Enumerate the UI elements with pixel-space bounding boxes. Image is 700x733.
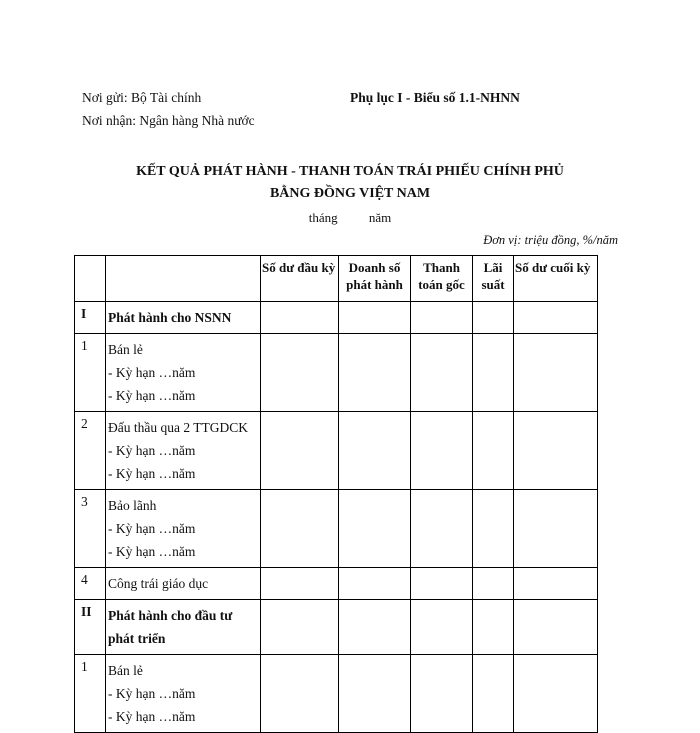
column-header-principal-payment: Thanh toán gốc bbox=[411, 256, 473, 302]
value-cell bbox=[411, 568, 473, 600]
column-header bbox=[75, 256, 106, 302]
year-label: năm bbox=[368, 210, 392, 225]
value-cell bbox=[411, 600, 473, 655]
value-cell bbox=[411, 412, 473, 490]
row-subline: - Kỳ hạn …năm bbox=[108, 388, 196, 403]
report-title-line1: KẾT QUẢ PHÁT HÀNH - THANH TOÁN TRÁI PHIẾU CHÍNH PHỦ bbox=[136, 164, 564, 179]
row-number: 3 bbox=[75, 490, 106, 568]
value-cell bbox=[411, 490, 473, 568]
value-cell bbox=[339, 568, 411, 600]
row-subline: - Kỳ hạn …năm bbox=[108, 686, 196, 701]
report-period bbox=[0, 210, 700, 226]
value-cell bbox=[261, 600, 339, 655]
row-subline: - Kỳ hạn …năm bbox=[108, 709, 196, 724]
recipient-line: Nơi nhận: Ngân hàng Nhà nước bbox=[82, 113, 255, 128]
table-row bbox=[75, 490, 598, 568]
row-number: 1 bbox=[75, 334, 106, 412]
value-cell bbox=[339, 302, 411, 334]
value-cell bbox=[514, 655, 598, 733]
value-cell bbox=[473, 334, 514, 412]
section-row bbox=[75, 302, 598, 334]
row-label-cell bbox=[106, 568, 261, 600]
row-label-cell bbox=[106, 655, 261, 733]
value-cell bbox=[514, 600, 598, 655]
column-header bbox=[106, 256, 261, 302]
value-cell bbox=[514, 490, 598, 568]
row-label: Bán lẻ bbox=[108, 342, 143, 357]
table-row bbox=[75, 412, 598, 490]
table-row bbox=[75, 655, 598, 733]
column-header-opening-balance: Số dư đầu kỳ bbox=[261, 256, 339, 302]
row-label: Đấu thầu qua 2 TTGDCK bbox=[108, 420, 248, 435]
row-label-cell bbox=[106, 334, 261, 412]
value-cell bbox=[339, 334, 411, 412]
value-cell bbox=[411, 334, 473, 412]
row-label: Công trái giáo dục bbox=[108, 576, 209, 591]
row-label: Bán lẻ bbox=[108, 663, 143, 678]
appendix-label: Phụ lục I - Biểu số 1.1-NHNN bbox=[350, 90, 520, 105]
report-table bbox=[74, 255, 598, 733]
value-cell bbox=[473, 655, 514, 733]
value-cell bbox=[261, 334, 339, 412]
row-subline: - Kỳ hạn …năm bbox=[108, 443, 196, 458]
value-cell bbox=[261, 490, 339, 568]
row-label: Phát hành cho NSNN bbox=[108, 310, 232, 325]
row-subline: - Kỳ hạn …năm bbox=[108, 544, 196, 559]
table-row bbox=[75, 334, 598, 412]
value-cell bbox=[339, 600, 411, 655]
value-cell bbox=[261, 655, 339, 733]
column-header-interest-rate: Lãi suất bbox=[473, 256, 514, 302]
value-cell bbox=[514, 412, 598, 490]
value-cell bbox=[411, 302, 473, 334]
row-number: 2 bbox=[75, 412, 106, 490]
unit-note: Đơn vị: triệu đồng, %/năm bbox=[483, 233, 618, 247]
value-cell bbox=[473, 490, 514, 568]
month-label: tháng bbox=[308, 210, 338, 225]
sender-line: Nơi gửi: Bộ Tài chính bbox=[82, 90, 202, 105]
section-row bbox=[75, 600, 598, 655]
column-header-issuance: Doanh số phát hành bbox=[339, 256, 411, 302]
value-cell bbox=[473, 568, 514, 600]
row-subline: - Kỳ hạn …năm bbox=[108, 521, 196, 536]
value-cell bbox=[339, 655, 411, 733]
value-cell bbox=[261, 412, 339, 490]
row-subline: - Kỳ hạn …năm bbox=[108, 466, 196, 481]
value-cell bbox=[473, 412, 514, 490]
row-number: 4 bbox=[75, 568, 106, 600]
value-cell bbox=[261, 568, 339, 600]
value-cell bbox=[514, 334, 598, 412]
value-cell bbox=[339, 412, 411, 490]
row-number: II bbox=[75, 600, 106, 655]
value-cell bbox=[411, 655, 473, 733]
column-header-closing-balance: Số dư cuối kỳ bbox=[514, 256, 598, 302]
row-number: 1 bbox=[75, 655, 106, 733]
value-cell bbox=[261, 302, 339, 334]
row-label: Phát hành cho đầu tư phát triển bbox=[108, 608, 233, 646]
value-cell bbox=[473, 600, 514, 655]
value-cell bbox=[339, 490, 411, 568]
value-cell bbox=[473, 302, 514, 334]
table-row bbox=[75, 568, 598, 600]
row-subline: - Kỳ hạn …năm bbox=[108, 365, 196, 380]
report-title-line2: BẰNG ĐỒNG VIỆT NAM bbox=[269, 186, 431, 201]
value-cell bbox=[514, 302, 598, 334]
row-label-cell bbox=[106, 302, 261, 334]
row-number: I bbox=[75, 302, 106, 334]
table-header-row bbox=[75, 256, 598, 302]
row-label-cell bbox=[106, 412, 261, 490]
row-label: Bảo lãnh bbox=[108, 498, 157, 513]
value-cell bbox=[514, 568, 598, 600]
row-label-cell bbox=[106, 600, 261, 655]
row-label-cell bbox=[106, 490, 261, 568]
